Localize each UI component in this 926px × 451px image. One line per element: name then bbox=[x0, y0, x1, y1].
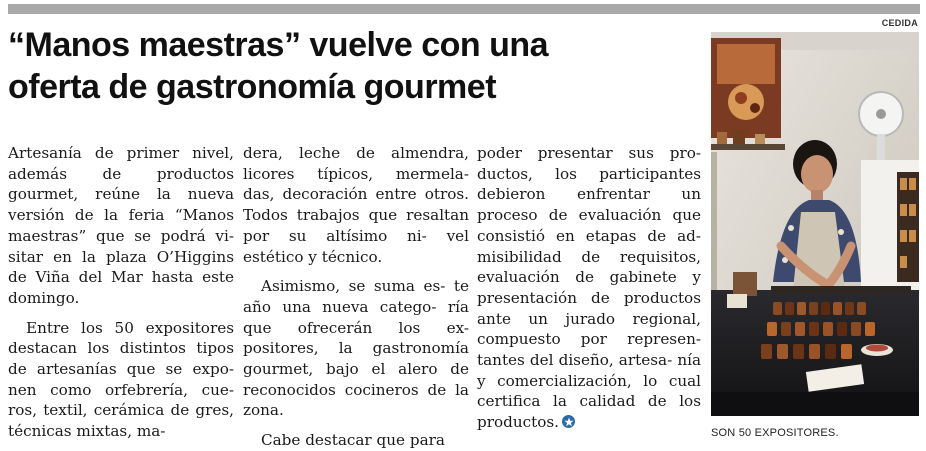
text-line: positores, la gastronomía bbox=[243, 339, 469, 358]
text-line: gourmet, bajo el alero de bbox=[243, 360, 469, 379]
text-line: Entre los 50 expositores bbox=[26, 318, 234, 337]
end-of-article-star-icon bbox=[562, 415, 575, 428]
wall-shelf bbox=[711, 144, 785, 150]
text-line: Asimismo, se suma es- bbox=[261, 277, 446, 296]
paragraph bbox=[243, 276, 469, 421]
text-line: nía y comercialización, lo bbox=[477, 351, 702, 390]
vendor-face bbox=[801, 155, 833, 193]
text-line: vel estético y técnico. bbox=[243, 226, 470, 266]
photo-illustration bbox=[711, 32, 919, 416]
text-line: dera, leche de almendra, bbox=[243, 144, 469, 162]
top-rule bbox=[8, 4, 920, 14]
text-line: Cabe destacar que para bbox=[261, 431, 445, 450]
text-line: misibilidad de requisitos, bbox=[477, 247, 701, 266]
wooden-crate bbox=[733, 272, 757, 296]
text-line: los productos. bbox=[477, 392, 701, 432]
text-line: nen como orfebrería, cue- bbox=[8, 380, 234, 399]
text-line: ros, textil, cerámica de bbox=[8, 401, 190, 420]
text-line: debieron enfrentar un bbox=[477, 185, 701, 204]
text-line: maestras” que se podrá vi- bbox=[8, 226, 234, 245]
article-column-2 bbox=[243, 143, 469, 451]
headline-line-1: “Manos maestras” vuelve con una bbox=[8, 26, 549, 64]
text-line: domingo. bbox=[8, 288, 80, 307]
text-line: sitar en la plaza O’Higgins bbox=[8, 247, 234, 266]
text-line: compuesto por represen- bbox=[477, 330, 701, 349]
paragraph bbox=[477, 143, 701, 433]
text-line: das, decoración entre bbox=[243, 185, 417, 204]
text-line: proceso de evaluación que bbox=[477, 206, 701, 225]
text-line: Artesanía de primer nivel, bbox=[8, 144, 234, 162]
text-line: versión de la feria “Manos bbox=[8, 206, 234, 225]
text-line: ductos, los participantes bbox=[477, 164, 701, 183]
photo-caption: SON 50 EXPOSITORES. bbox=[711, 427, 839, 439]
text-line: reconocidos cocineros de bbox=[243, 380, 447, 399]
text-line: evaluación de gabinete y bbox=[477, 268, 701, 287]
text-line: presentación de productos bbox=[477, 288, 701, 307]
article-column-3 bbox=[477, 143, 701, 433]
text-line: consistió en etapas de ad- bbox=[477, 226, 701, 245]
paragraph bbox=[8, 318, 234, 442]
paragraph bbox=[243, 430, 469, 451]
article-photo bbox=[711, 32, 919, 416]
text-line: te año una nueva catego- bbox=[243, 277, 469, 316]
text-line: la zona. bbox=[243, 380, 469, 420]
text-line: gres, técnicas mixtas, ma- bbox=[8, 401, 234, 441]
headline bbox=[8, 24, 698, 108]
text-line: de artesanías que se expo- bbox=[8, 360, 234, 379]
text-line: gourmet, reúne la nueva bbox=[8, 185, 234, 204]
headline-line-2: oferta de gastronomía gourmet bbox=[8, 68, 497, 106]
photo-credit: CEDIDA bbox=[881, 18, 918, 28]
text-line: de Viña del Mar hasta este bbox=[8, 268, 234, 287]
text-line: otros. Todos trabajos que bbox=[243, 185, 469, 225]
text-line: ante un jurado regional, bbox=[477, 309, 701, 328]
text-line: poder presentar sus pro- bbox=[477, 144, 701, 162]
text-line: ría que ofrecerán los ex- bbox=[243, 297, 469, 337]
text-line: destacan los distintos tipos bbox=[8, 339, 234, 358]
paragraph bbox=[243, 143, 469, 267]
text-line: además de productos bbox=[8, 164, 234, 183]
text-line: cual certifica la calidad de bbox=[477, 371, 702, 411]
article-column-1 bbox=[8, 143, 234, 442]
paragraph bbox=[8, 143, 234, 309]
text-line: tantes del diseño, artesa- bbox=[477, 351, 673, 370]
text-line: licores típicos, mermela- bbox=[243, 164, 469, 183]
text-line: resaltan por su altísimo ni- bbox=[243, 206, 469, 245]
